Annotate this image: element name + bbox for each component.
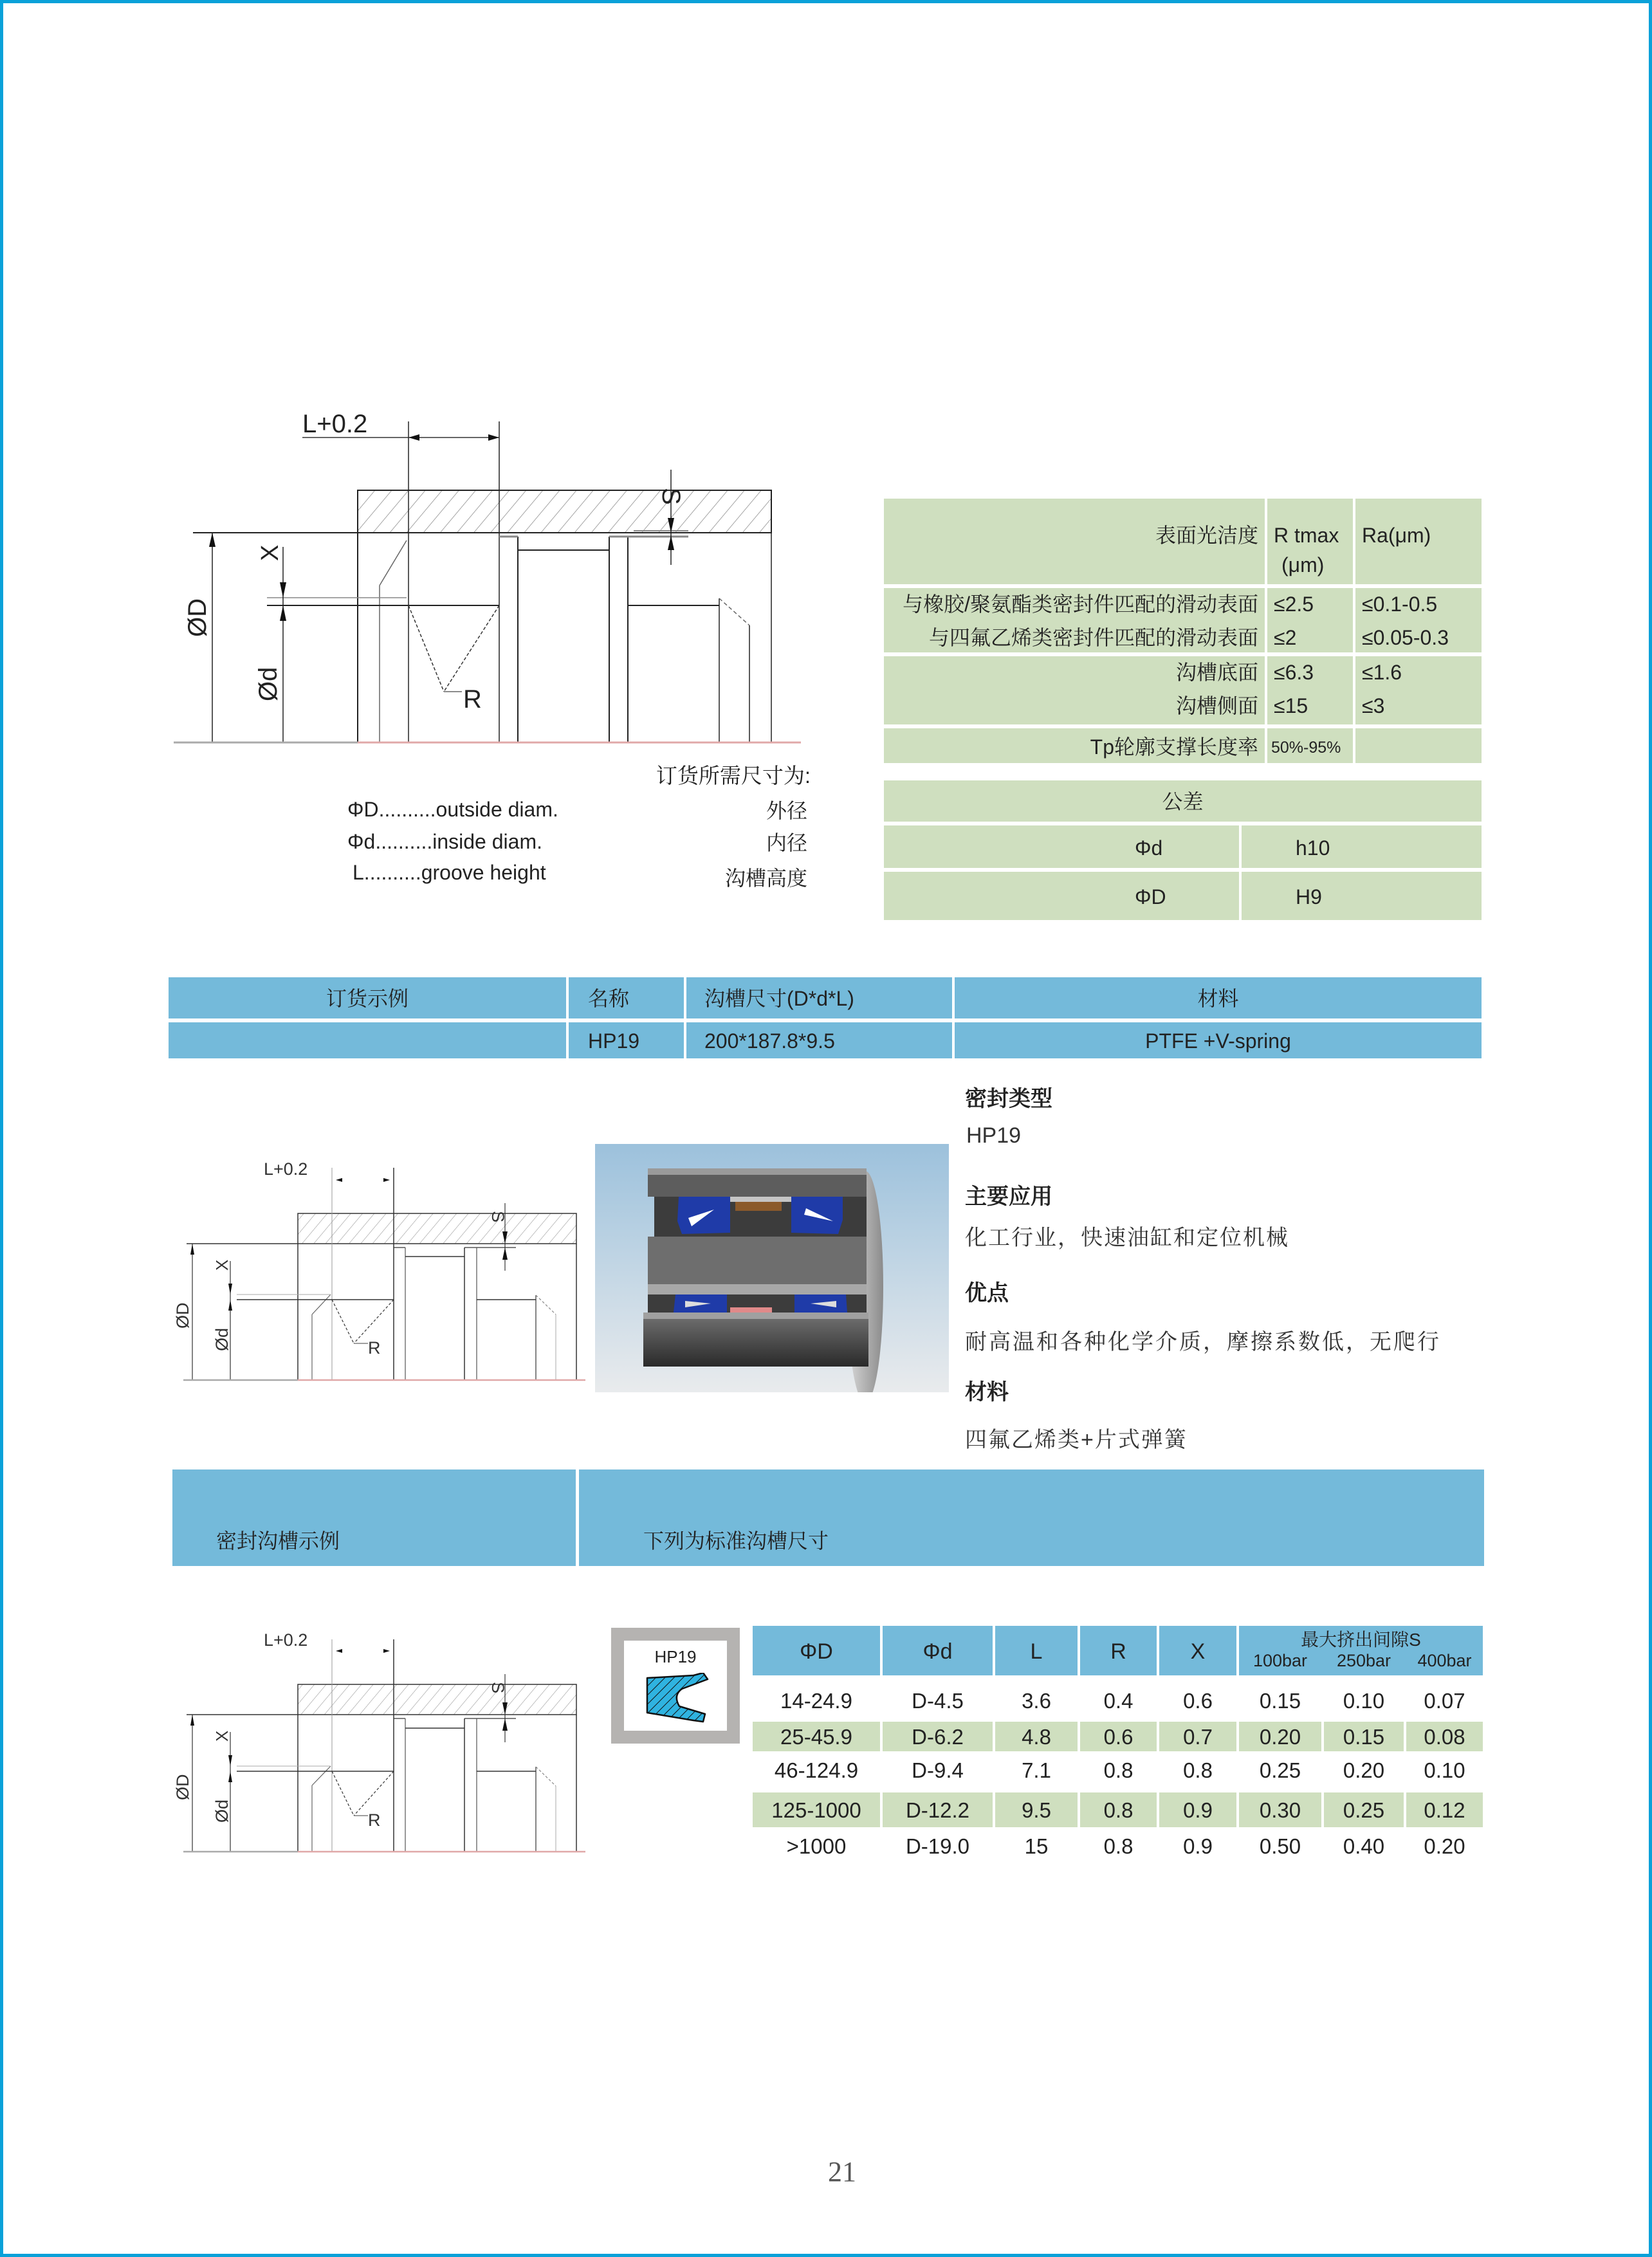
std-table-cell: 0.10: [1343, 1689, 1385, 1713]
std-table-cell: 0.25: [1324, 1792, 1404, 1827]
dim-label-inner-diameter: Ød: [254, 667, 282, 701]
std-header-cell: L: [995, 1626, 1078, 1675]
std-header-cell: R: [1080, 1626, 1157, 1675]
order-dim-outer-zh: 外径: [766, 799, 807, 822]
surface-row-ra: ≤1.6: [1362, 661, 1402, 684]
std-table-cell: 0.50: [1259, 1834, 1301, 1858]
seal-type-value: HP19: [966, 1123, 1022, 1148]
seal-type-label: 密封类型: [965, 1087, 1052, 1111]
std-table-cell: D-12.2: [883, 1792, 993, 1827]
surface-header-rtmax-line2: (μm): [1281, 553, 1325, 577]
std-subheader-cell: 400bar: [1417, 1651, 1472, 1670]
dim-label-s: S: [488, 1211, 508, 1223]
surface-header-rtmax-line1: R tmax: [1274, 524, 1339, 547]
std-table-cell: 0.07: [1424, 1689, 1465, 1713]
dim-label-outer-diameter: ØD: [173, 1774, 192, 1800]
std-table-cell: 0.8: [1103, 1834, 1133, 1858]
groove-diagram-small: [167, 1621, 592, 1866]
surface-row-rtmax: ≤15: [1274, 694, 1308, 717]
order-dim-inner-en: Φd..........inside diam.: [347, 830, 542, 853]
material-label: 材料: [965, 1380, 1009, 1405]
tolerance-value: h10: [1242, 825, 1482, 868]
order-header-material: 材料: [955, 977, 1482, 1018]
std-subheader-cell: 250bar: [1336, 1651, 1391, 1670]
order-cell-name: HP19: [569, 1022, 684, 1058]
dim-label-outer-diameter: ØD: [173, 1302, 192, 1329]
surface-row-rtmax: ≤2.5: [1274, 593, 1314, 616]
std-header-cell: Φd: [883, 1626, 993, 1675]
groove-diagram-medium: [167, 1152, 592, 1396]
std-table-cell: 0.30: [1239, 1792, 1321, 1827]
std-table-cell: D-19.0: [905, 1834, 970, 1858]
tolerance-symbol: Φd: [884, 825, 1239, 868]
dim-label-inner-diameter: Ød: [212, 1799, 232, 1823]
groove-example-title: 密封沟槽示例: [172, 1469, 576, 1566]
surface-row-ra: ≤3: [1362, 694, 1385, 717]
tolerance-value: H9: [1242, 872, 1482, 920]
std-table-cell: 4.8: [995, 1722, 1078, 1751]
hp19-profile-card-inner: [624, 1641, 727, 1731]
application-label: 主要应用: [965, 1184, 1052, 1209]
std-table-cell: 0.20: [1343, 1758, 1385, 1782]
std-table-cell: 25-45.9: [753, 1722, 880, 1751]
std-table-cell: >1000: [786, 1834, 847, 1858]
application-value: 化工行业，快速油缸和定位机械: [965, 1226, 1289, 1250]
std-table-cell: D-6.2: [883, 1722, 993, 1751]
dim-label-r: R: [368, 1338, 381, 1358]
std-table-cell: 0.8: [1183, 1758, 1213, 1782]
surface-header-rtmax: [1267, 499, 1353, 584]
std-subheader-cell: 100bar: [1253, 1651, 1308, 1670]
std-table-cell: 9.5: [995, 1792, 1078, 1827]
surface-row-rtmax: ≤2: [1274, 626, 1297, 649]
order-cell-example: [169, 1022, 566, 1058]
surface-row-rtmax: ≤6.3: [1274, 661, 1314, 684]
std-table-cell: 0.20: [1424, 1834, 1465, 1858]
std-table-cell: 0.4: [1103, 1689, 1133, 1713]
std-table-cell: 0.8: [1080, 1792, 1157, 1827]
std-table-cell: 0.40: [1343, 1834, 1385, 1858]
std-table-cell: 14-24.9: [780, 1689, 852, 1713]
std-table-cell: 0.10: [1424, 1758, 1465, 1782]
surface-row-label: 沟槽底面: [1175, 661, 1258, 684]
surface-row-label: 与四氟乙烯类密封件匹配的滑动表面: [928, 626, 1258, 649]
tolerance-symbol: ΦD: [884, 872, 1239, 920]
dim-label-s: S: [657, 488, 685, 505]
order-dim-length-zh: 沟槽高度: [724, 867, 807, 890]
std-table-cell: D-4.5: [912, 1689, 964, 1713]
surface-row-label: Tp轮廓支撑长度率: [884, 728, 1265, 763]
dim-label-length: L+0.2: [264, 1159, 308, 1179]
surface-row-label: 沟槽侧面: [1175, 694, 1258, 717]
order-cell-groove-size: 200*187.8*9.5: [686, 1022, 952, 1058]
std-table-cell: 15: [1024, 1834, 1049, 1858]
dim-label-length: L+0.2: [264, 1630, 308, 1650]
dim-label-x: X: [212, 1730, 232, 1742]
std-table-cell: 0.6: [1183, 1689, 1213, 1713]
std-table-cell: D-9.4: [912, 1758, 964, 1782]
std-table-cell: 3.6: [1022, 1689, 1051, 1713]
advantages-label: 优点: [965, 1281, 1009, 1305]
std-table-cell: 0.12: [1406, 1792, 1483, 1827]
page-number: 21: [828, 2156, 856, 2188]
dim-label-r: R: [463, 685, 482, 714]
std-table-cell: 0.6: [1080, 1722, 1157, 1751]
order-dim-inner-zh: 内径: [766, 831, 807, 854]
std-table-cell: 0.25: [1259, 1758, 1301, 1782]
standard-groove-title: 下列为标准沟槽尺寸: [579, 1469, 1484, 1566]
order-dim-length-en: L..........groove height: [353, 861, 546, 884]
seal-3d-render: [595, 1144, 949, 1392]
surface-header-label: 表面光洁度: [884, 499, 1265, 584]
surface-row-ra: ≤0.05-0.3: [1362, 626, 1449, 649]
std-table-cell: 0.9: [1159, 1792, 1236, 1827]
std-table-cell: 0.8: [1103, 1758, 1133, 1782]
hp19-profile-card: [611, 1628, 740, 1744]
std-table-cell: 125-1000: [753, 1792, 880, 1827]
tolerance-title: 公差: [884, 780, 1482, 822]
order-header-name: 名称: [569, 977, 684, 1018]
std-table-cell: 7.1: [1022, 1758, 1051, 1782]
surface-row-ra: [1355, 728, 1482, 763]
dim-label-length: L+0.2: [302, 410, 368, 438]
std-table-cell: 0.15: [1324, 1722, 1404, 1751]
std-header-cell: X: [1159, 1626, 1236, 1675]
std-table-cell: 0.7: [1159, 1722, 1236, 1751]
seal-profile-icon: [642, 1673, 713, 1724]
groove-diagram-large: [154, 392, 830, 753]
std-table-cell: 0.15: [1259, 1689, 1301, 1713]
std-table-cell: 0.20: [1239, 1722, 1321, 1751]
surface-header-ra: Ra(μm): [1355, 499, 1482, 584]
order-header-example: 订货示例: [169, 977, 566, 1018]
dim-label-x: X: [212, 1259, 232, 1271]
order-dim-outer-en: ΦD..........outside diam.: [347, 798, 558, 821]
std-table-cell: 46-124.9: [774, 1758, 859, 1782]
std-header-cell: ΦD: [753, 1626, 880, 1675]
advantages-value: 耐高温和各种化学介质，摩擦系数低，无爬行: [965, 1330, 1441, 1354]
dim-label-inner-diameter: Ød: [212, 1327, 232, 1351]
dim-label-r: R: [368, 1810, 381, 1830]
hp19-profile-label: HP19: [654, 1647, 697, 1666]
dim-label-s: S: [488, 1682, 508, 1694]
surface-row-rtmax: 50%-95%: [1267, 728, 1353, 763]
order-header-groove-size: 沟槽尺寸(D*d*L): [686, 977, 952, 1018]
std-table-cell: 0.08: [1406, 1722, 1483, 1751]
std-table-cell: 0.9: [1183, 1834, 1213, 1858]
dim-label-x: X: [257, 544, 284, 561]
material-value: 四氟乙烯类+片式弹簧: [965, 1428, 1188, 1452]
std-header-group: 最大挤出间隙S: [1301, 1630, 1421, 1650]
dim-label-outer-diameter: ØD: [183, 598, 212, 637]
surface-row-label: 与橡胶/聚氨酯类密封件匹配的滑动表面: [903, 593, 1258, 616]
surface-row-ra: ≤0.1-0.5: [1362, 593, 1438, 616]
order-cell-material: PTFE +V-spring: [955, 1022, 1482, 1058]
order-dims-title: 订货所需尺寸为:: [656, 764, 811, 788]
